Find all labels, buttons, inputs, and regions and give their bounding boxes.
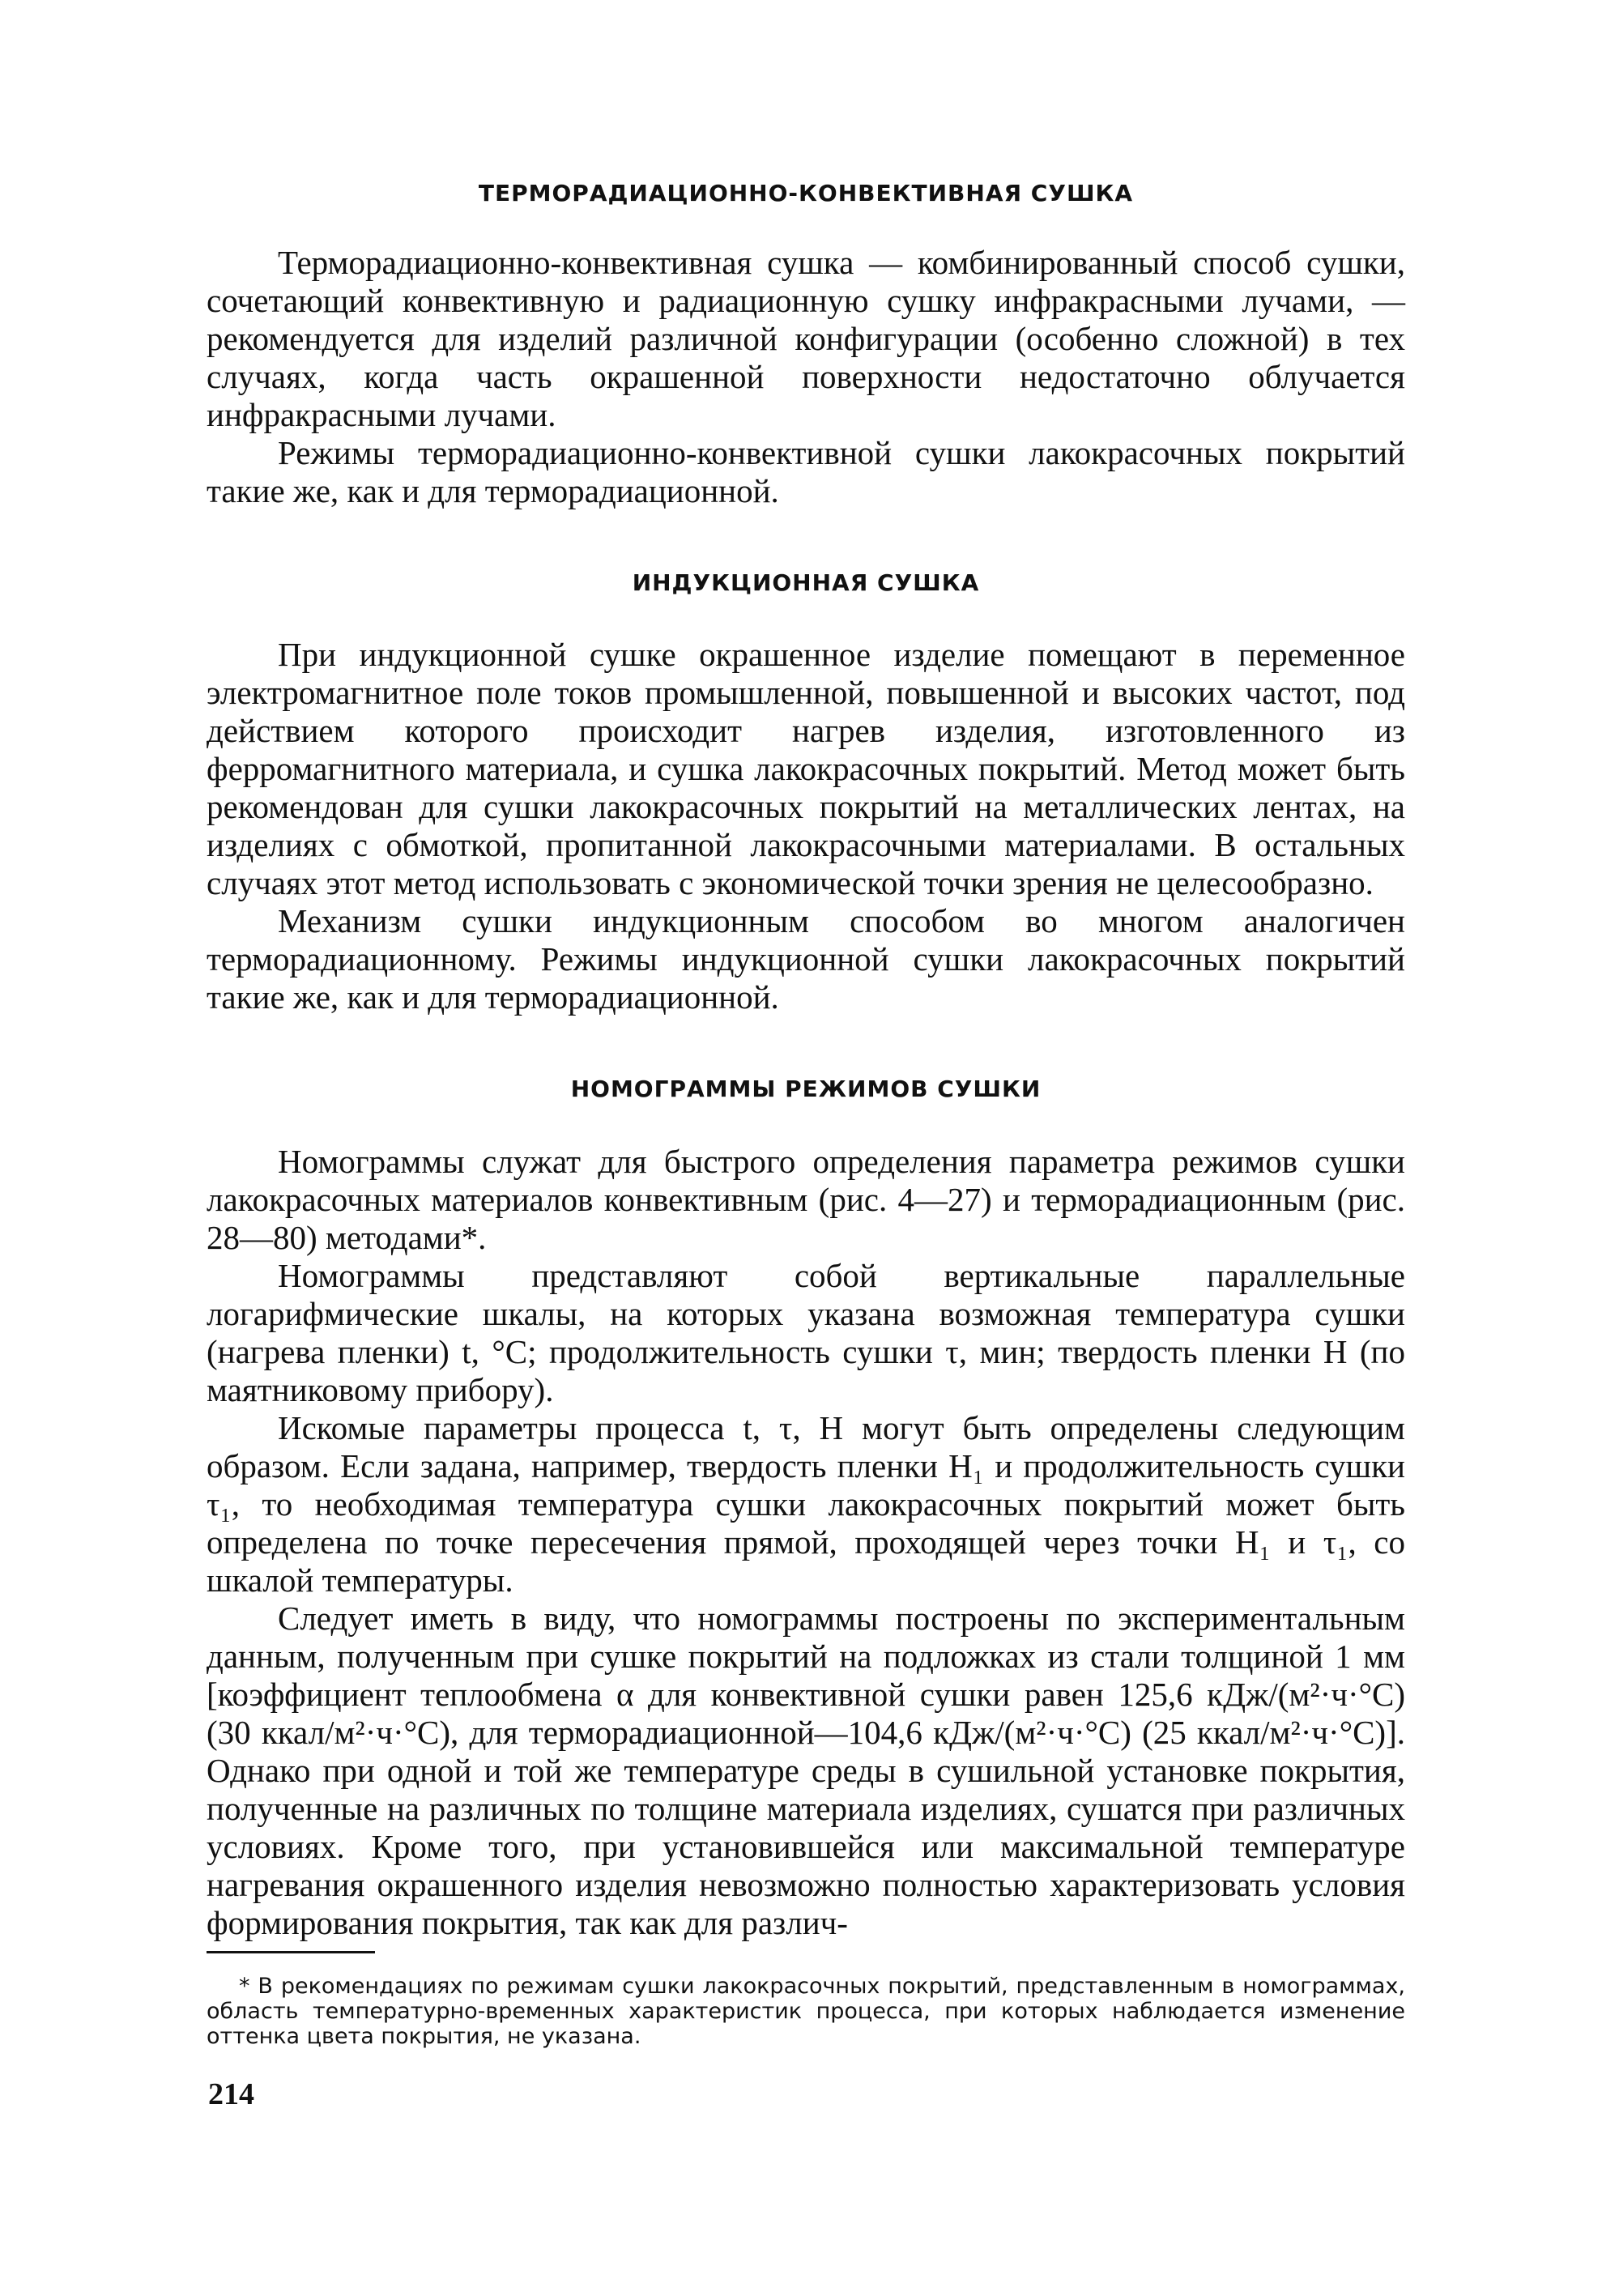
- paragraph: Терморадиационно-конвективная сушка — комбинированный способ сушки, сочетающий конвективную и радиационную сушку инфракрасными лучами, — рекомендуется для изделий различной конфигурации (особенно сложной) в тех случаях, когда часть окрашенной поверхности недостаточно облучается инфракрасными лучами.: [207, 244, 1405, 433]
- paragraph: При индукционной сушке окрашенное изделие помещают в переменное электромагнитное поле токов промышленной, повышенной и высоких частот, под действием которого происходит нагрев изделия, изготовленного из ферромагнитного материала, и сушка лакокрасочных покрытий. Метод может быть рекомендован для сушки лакокрасочных покрытий на металлических лентах, на изделиях с обмоткой, пропитанной лакокрасочными материалами. В остальных случаях этот метод использовать с экономической точки зрения не целесообразно.: [207, 636, 1405, 901]
- paragraph: Режимы терморадиационно-конвективной сушки лакокрасочных покрытий такие же, как и для терморадиационной.: [207, 434, 1405, 509]
- paragraph: Номограммы представляют собой вертикальные параллельные логарифмические шкалы, на которых указана возможная температура сушки (нагрева пленки) t, °С; продолжительность сушки τ, мин; твердость пленки H (по маятниковому прибору).: [207, 1257, 1405, 1408]
- page-body: [207, 174, 1405, 1942]
- footnote-divider: [207, 1951, 375, 1953]
- page-number: 214: [208, 2077, 254, 2111]
- paragraph: Искомые параметры процесса t, τ, H могут быть определены следующим образом. Если задана, например, твердость пленки H₁ и продолжительность сушки τ₁, то необходимая температура сушки лакокрасочных покрытий может быть определена по точке пересечения прямой, проходящей через точки H₁ и τ₁, со шкалой температуры.: [207, 1409, 1405, 1599]
- section-heading: ТЕРМОРАДИАЦИОННО-КОНВЕКТИВНАЯ СУШКА: [478, 180, 1134, 207]
- section-heading: НОМОГРАММЫ РЕЖИМОВ СУШКИ: [570, 1076, 1042, 1102]
- footnote: * В рекомендациях по режимам сушки лакокрасочных покрытий, представленным в номограммах, область температурно-временных характеристик процесса, при которых наблюдается изменение оттенка цвета покрытия, не указана.: [207, 1974, 1405, 2049]
- paragraph: Механизм сушки индукционным способом во многом аналогичен терморадиационному. Режимы индукционной сушки лакокрасочных покрытий такие же, как и для терморадиационной.: [207, 902, 1405, 1016]
- paragraph: Номограммы служат для быстрого определения параметра режимов сушки лакокрасочных материалов конвективным (рис. 4—27) и терморадиационным (рис. 28—80) методами*.: [207, 1143, 1405, 1256]
- section-heading: ИНДУКЦИОННАЯ СУШКА: [632, 569, 980, 596]
- paragraph: Следует иметь в виду, что номограммы построены по экспериментальным данным, полученным при сушке покрытий на подложках из стали толщиной 1 мм [коэффициент теплообмена α для конвективной сушки равен 125,6 кДж/(м²·ч·°С) (30 ккал/м²·ч·°С), для терморадиационной—104,6 кДж/(м²·ч·°С) (25 ккал/м²·ч·°С)]. Однако при одной и той же температуре среды в сушильной установке покрытия, полученные на различных по толщине материала изделиях, сушатся при различных условиях. Кроме того, при установившейся или максимальной температуре нагревания окрашенного изделия невозможно полностью характеризовать условия формирования покрытия, так как для различ-: [207, 1600, 1405, 1941]
